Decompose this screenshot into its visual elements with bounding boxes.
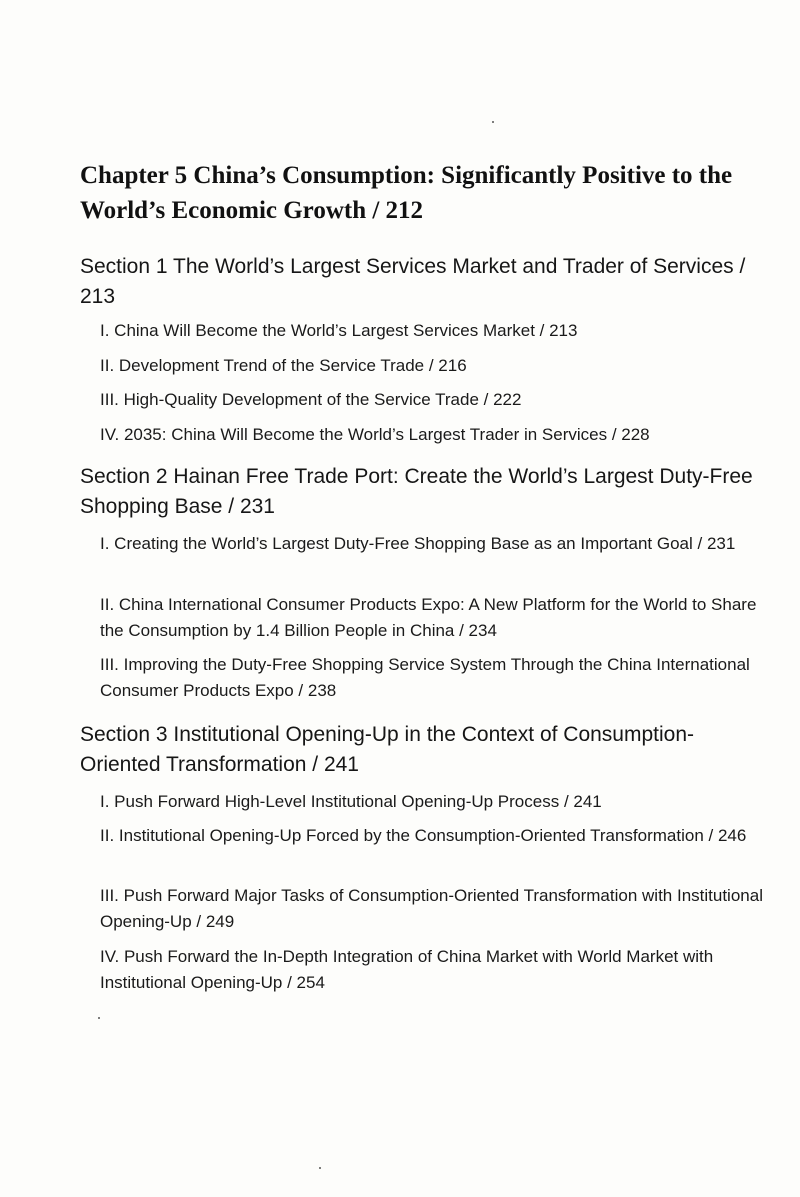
toc-entry: IV. Push Forward the In-Depth Integration of China Market with World Market with Institutional Opening-Up / 254 — [100, 947, 714, 992]
toc-entry: II. Institutional Opening-Up Forced by the Consumption-Oriented Transformation / 246 — [100, 826, 747, 845]
chapter-heading: Chapter 5 China’s Consumption: Significantly Positive to the World’s Economic Growth / 212 — [80, 162, 733, 224]
toc-entry: I. China Will Become the World’s Largest Services Market / 213 — [100, 321, 578, 340]
toc-entry: II. China International Consumer Products Expo: A New Platform for the World to Share the Consumption by 1.4 Billion People in China / 234 — [100, 595, 757, 640]
toc-entry: III. Push Forward Major Tasks of Consumption-Oriented Transformation with Institutional Opening-Up / 249 — [100, 886, 763, 931]
speck-mark — [319, 1167, 321, 1169]
section-heading: Section 2 Hainan Free Trade Port: Create the World’s Largest Duty-Free Shopping Base / 231 — [80, 465, 753, 518]
section-heading: Section 1 The World’s Largest Services Market and Trader of Services / 213 — [80, 255, 746, 308]
toc-entry: I. Creating the World’s Largest Duty-Free Shopping Base as an Important Goal / 231 — [100, 534, 736, 553]
section-heading: Section 3 Institutional Opening-Up in the Context of Consumption-Oriented Transformation / 241 — [80, 723, 695, 776]
toc-entry: II. Development Trend of the Service Trade / 216 — [100, 356, 467, 375]
toc-entry: III. High-Quality Development of the Service Trade / 222 — [100, 390, 522, 409]
toc-entry: III. Improving the Duty-Free Shopping Service System Through the China International Consumer Products Expo / 238 — [100, 655, 750, 700]
speck-mark — [98, 1017, 100, 1019]
toc-entry: IV. 2035: China Will Become the World’s Largest Trader in Services / 228 — [100, 425, 650, 444]
toc-entry: I. Push Forward High-Level Institutional Opening-Up Process / 241 — [100, 792, 602, 811]
speck-mark — [492, 121, 494, 123]
